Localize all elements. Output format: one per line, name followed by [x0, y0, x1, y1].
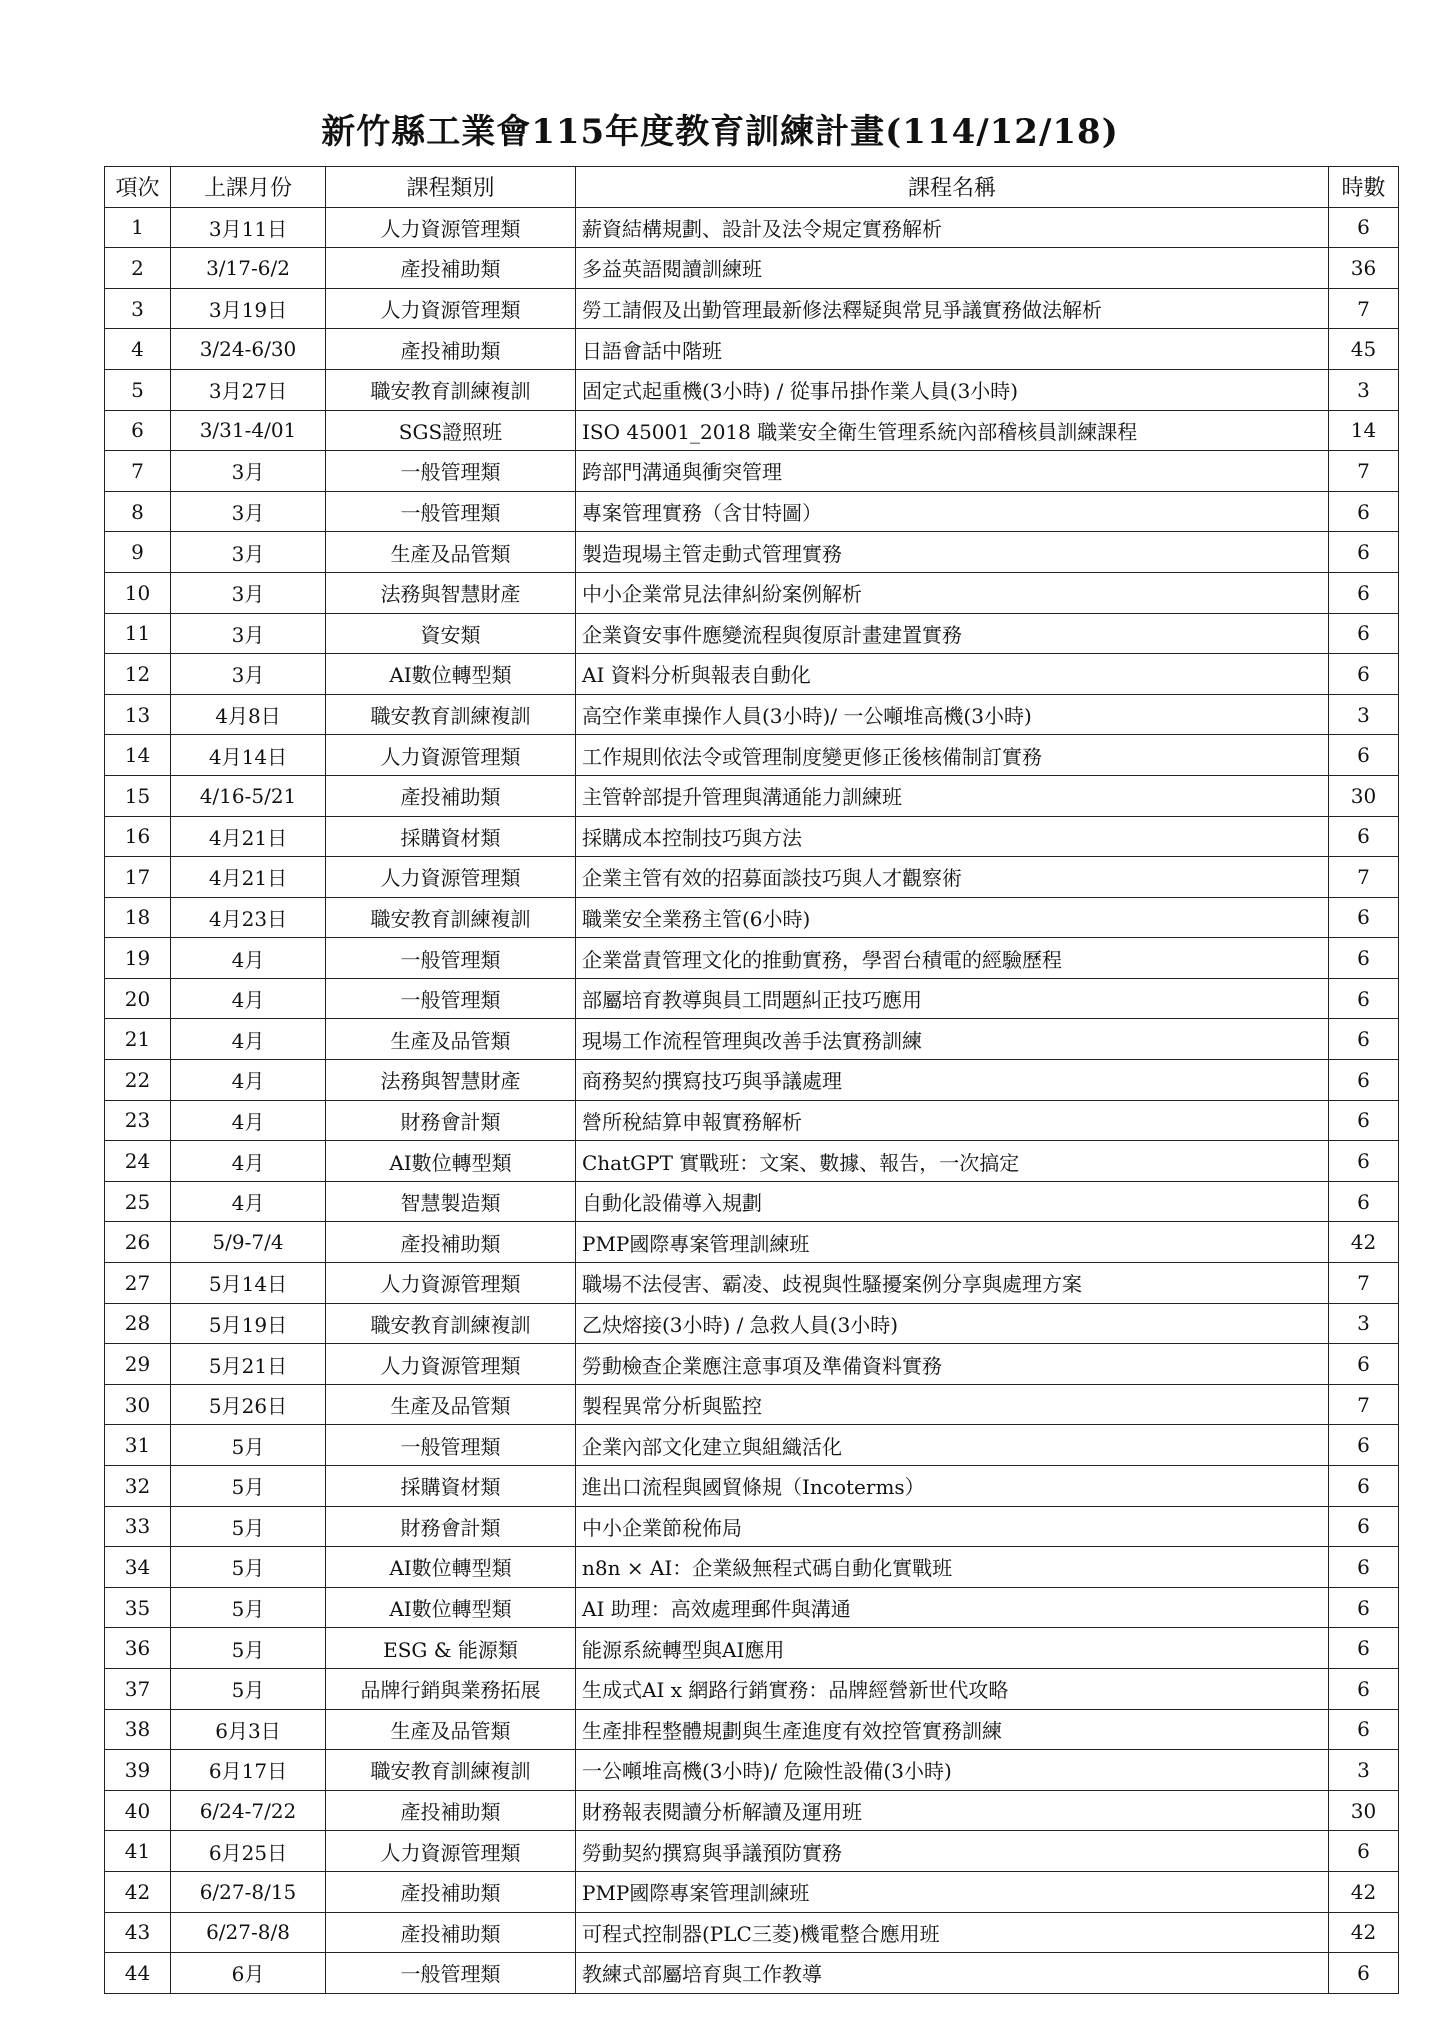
cell-course-name: PMP國際專案管理訓練班: [576, 1871, 1329, 1912]
cell-category: 產投補助類: [326, 1871, 576, 1912]
cell-month: 5月: [171, 1668, 326, 1709]
training-plan-table: [104, 166, 1399, 1994]
cell-course-name: 生成式AI x 網路行銷實務：品牌經營新世代攻略: [576, 1668, 1329, 1709]
cell-hours: 6: [1329, 654, 1399, 695]
cell-hours: 3: [1329, 1303, 1399, 1344]
cell-no: 10: [105, 572, 171, 613]
cell-no: 17: [105, 857, 171, 898]
table-row: [105, 1100, 1399, 1141]
cell-category: 一般管理類: [326, 1425, 576, 1466]
cell-month: 4月8日: [171, 694, 326, 735]
table-row: [105, 207, 1399, 248]
table-row: [105, 1628, 1399, 1669]
cell-no: 28: [105, 1303, 171, 1344]
cell-month: 5月: [171, 1506, 326, 1547]
cell-no: 36: [105, 1628, 171, 1669]
cell-category: 職安教育訓練複訓: [326, 694, 576, 735]
cell-hours: 6: [1329, 1668, 1399, 1709]
cell-hours: 6: [1329, 1100, 1399, 1141]
cell-category: 生產及品管類: [326, 1384, 576, 1425]
cell-no: 44: [105, 1953, 171, 1994]
cell-category: 一般管理類: [326, 978, 576, 1019]
table-row: [105, 1871, 1399, 1912]
cell-hours: 6: [1329, 1181, 1399, 1222]
table-row: [105, 572, 1399, 613]
cell-course-name: 薪資結構規劃、設計及法令規定實務解析: [576, 207, 1329, 248]
cell-month: 4月21日: [171, 816, 326, 857]
table-row: [105, 978, 1399, 1019]
table-row: [105, 1953, 1399, 1994]
cell-course-name: 企業主管有效的招募面談技巧與人才觀察術: [576, 857, 1329, 898]
cell-category: 採購資材類: [326, 1466, 576, 1507]
cell-course-name: 中小企業節稅佈局: [576, 1506, 1329, 1547]
cell-month: 4月: [171, 1181, 326, 1222]
cell-no: 43: [105, 1912, 171, 1953]
table-row: [105, 735, 1399, 776]
table-row: [105, 248, 1399, 289]
cell-no: 37: [105, 1668, 171, 1709]
cell-course-name: AI 助理：高效處理郵件與溝通: [576, 1587, 1329, 1628]
cell-course-name: 可程式控制器(PLC三菱)機電整合應用班: [576, 1912, 1329, 1953]
cell-no: 1: [105, 207, 171, 248]
table-row: [105, 1263, 1399, 1304]
cell-course-name: 職業安全業務主管(6小時): [576, 897, 1329, 938]
table-row: [105, 1466, 1399, 1507]
cell-month: 5月: [171, 1547, 326, 1588]
cell-hours: 6: [1329, 816, 1399, 857]
cell-month: 4/16-5/21: [171, 775, 326, 816]
cell-month: 4月: [171, 1060, 326, 1101]
cell-hours: 6: [1329, 1344, 1399, 1385]
cell-category: 職安教育訓練複訓: [326, 369, 576, 410]
cell-month: 3月: [171, 572, 326, 613]
table-row: [105, 897, 1399, 938]
cell-no: 31: [105, 1425, 171, 1466]
cell-category: AI數位轉型類: [326, 1547, 576, 1588]
cell-category: 一般管理類: [326, 938, 576, 979]
cell-month: 3月19日: [171, 288, 326, 329]
cell-hours: 42: [1329, 1222, 1399, 1263]
cell-category: AI數位轉型類: [326, 654, 576, 695]
cell-hours: 7: [1329, 1263, 1399, 1304]
cell-hours: 42: [1329, 1871, 1399, 1912]
cell-month: 5月: [171, 1587, 326, 1628]
cell-hours: 6: [1329, 1709, 1399, 1750]
cell-no: 40: [105, 1790, 171, 1831]
cell-no: 39: [105, 1750, 171, 1791]
cell-hours: 7: [1329, 451, 1399, 492]
cell-hours: 6: [1329, 491, 1399, 532]
cell-no: 30: [105, 1384, 171, 1425]
cell-category: AI數位轉型類: [326, 1587, 576, 1628]
cell-no: 34: [105, 1547, 171, 1588]
header-course-name: 課程名稱: [576, 167, 1329, 208]
cell-hours: 6: [1329, 1628, 1399, 1669]
cell-hours: 6: [1329, 938, 1399, 979]
cell-category: 職安教育訓練複訓: [326, 897, 576, 938]
cell-category: 一般管理類: [326, 491, 576, 532]
table-row: [105, 694, 1399, 735]
cell-no: 25: [105, 1181, 171, 1222]
cell-category: 產投補助類: [326, 329, 576, 370]
cell-hours: 6: [1329, 532, 1399, 573]
cell-month: 6月3日: [171, 1709, 326, 1750]
cell-no: 8: [105, 491, 171, 532]
cell-no: 14: [105, 735, 171, 776]
cell-category: 一般管理類: [326, 1953, 576, 1994]
cell-hours: 6: [1329, 735, 1399, 776]
cell-category: 法務與智慧財產: [326, 1060, 576, 1101]
table-row: [105, 288, 1399, 329]
cell-hours: 6: [1329, 897, 1399, 938]
cell-category: 生產及品管類: [326, 1019, 576, 1060]
cell-course-name: 自動化設備導入規劃: [576, 1181, 1329, 1222]
cell-category: 人力資源管理類: [326, 857, 576, 898]
cell-category: 產投補助類: [326, 775, 576, 816]
cell-category: 職安教育訓練複訓: [326, 1303, 576, 1344]
cell-month: 3月: [171, 451, 326, 492]
cell-hours: 6: [1329, 1060, 1399, 1101]
cell-course-name: n8n × AI：企業級無程式碼自動化實戰班: [576, 1547, 1329, 1588]
cell-no: 2: [105, 248, 171, 289]
cell-no: 29: [105, 1344, 171, 1385]
cell-course-name: 固定式起重機(3小時) / 從事吊掛作業人員(3小時): [576, 369, 1329, 410]
cell-hours: 30: [1329, 1790, 1399, 1831]
cell-month: 3月: [171, 532, 326, 573]
cell-course-name: 現場工作流程管理與改善手法實務訓練: [576, 1019, 1329, 1060]
table-row: [105, 1019, 1399, 1060]
cell-course-name: 工作規則依法令或管理制度變更修正後核備制訂實務: [576, 735, 1329, 776]
cell-category: 法務與智慧財產: [326, 572, 576, 613]
cell-course-name: 多益英語閱讀訓練班: [576, 248, 1329, 289]
header-hours: 時數: [1329, 167, 1399, 208]
cell-course-name: 主管幹部提升管理與溝通能力訓練班: [576, 775, 1329, 816]
cell-course-name: 乙炔熔接(3小時) / 急救人員(3小時): [576, 1303, 1329, 1344]
cell-course-name: 製程異常分析與監控: [576, 1384, 1329, 1425]
table-row: [105, 1222, 1399, 1263]
cell-no: 11: [105, 613, 171, 654]
cell-course-name: 生產排程整體規劃與生產進度有效控管實務訓練: [576, 1709, 1329, 1750]
cell-month: 3月: [171, 654, 326, 695]
cell-hours: 6: [1329, 1953, 1399, 1994]
cell-hours: 7: [1329, 857, 1399, 898]
cell-course-name: 企業資安事件應變流程與復原計畫建置實務: [576, 613, 1329, 654]
table-row: [105, 1060, 1399, 1101]
cell-category: 人力資源管理類: [326, 288, 576, 329]
cell-category: 生產及品管類: [326, 532, 576, 573]
cell-category: 產投補助類: [326, 248, 576, 289]
cell-hours: 6: [1329, 978, 1399, 1019]
cell-no: 24: [105, 1141, 171, 1182]
table-row: [105, 1181, 1399, 1222]
cell-course-name: 企業內部文化建立與組織活化: [576, 1425, 1329, 1466]
table-row: [105, 1425, 1399, 1466]
cell-hours: 6: [1329, 1587, 1399, 1628]
cell-month: 5/9-7/4: [171, 1222, 326, 1263]
cell-no: 7: [105, 451, 171, 492]
cell-hours: 6: [1329, 1831, 1399, 1872]
cell-hours: 6: [1329, 1466, 1399, 1507]
cell-no: 9: [105, 532, 171, 573]
cell-hours: 6: [1329, 1506, 1399, 1547]
cell-no: 4: [105, 329, 171, 370]
cell-course-name: 營所稅結算申報實務解析: [576, 1100, 1329, 1141]
header-month: 上課月份: [171, 167, 326, 208]
cell-course-name: 財務報表閱讀分析解讀及運用班: [576, 1790, 1329, 1831]
cell-month: 5月26日: [171, 1384, 326, 1425]
cell-category: 財務會計類: [326, 1506, 576, 1547]
cell-category: 生產及品管類: [326, 1709, 576, 1750]
cell-month: 4月21日: [171, 857, 326, 898]
cell-month: 6/27-8/8: [171, 1912, 326, 1953]
cell-month: 3月: [171, 613, 326, 654]
cell-hours: 6: [1329, 1425, 1399, 1466]
cell-no: 32: [105, 1466, 171, 1507]
page-title: 新竹縣工業會115年度教育訓練計畫(114/12/18): [321, 112, 1119, 152]
header-category: 課程類別: [326, 167, 576, 208]
cell-no: 19: [105, 938, 171, 979]
cell-course-name: 專案管理實務（含甘特圖）: [576, 491, 1329, 532]
cell-category: 財務會計類: [326, 1100, 576, 1141]
cell-month: 4月: [171, 938, 326, 979]
cell-month: 4月14日: [171, 735, 326, 776]
cell-category: 人力資源管理類: [326, 207, 576, 248]
cell-hours: 45: [1329, 329, 1399, 370]
table-row: [105, 1709, 1399, 1750]
cell-course-name: 勞動檢查企業應注意事項及準備資料實務: [576, 1344, 1329, 1385]
cell-no: 6: [105, 410, 171, 451]
cell-no: 16: [105, 816, 171, 857]
cell-course-name: 部屬培育教導與員工問題糾正技巧應用: [576, 978, 1329, 1019]
cell-course-name: 勞工請假及出勤管理最新修法釋疑與常見爭議實務做法解析: [576, 288, 1329, 329]
cell-no: 18: [105, 897, 171, 938]
cell-month: 4月: [171, 978, 326, 1019]
cell-no: 41: [105, 1831, 171, 1872]
cell-category: 產投補助類: [326, 1790, 576, 1831]
table-row: [105, 1547, 1399, 1588]
cell-hours: 3: [1329, 369, 1399, 410]
cell-month: 5月: [171, 1466, 326, 1507]
cell-category: 智慧製造類: [326, 1181, 576, 1222]
cell-hours: 6: [1329, 572, 1399, 613]
table-row: [105, 613, 1399, 654]
table-body: [105, 207, 1399, 1993]
cell-month: 6/24-7/22: [171, 1790, 326, 1831]
cell-no: 23: [105, 1100, 171, 1141]
cell-category: 職安教育訓練複訓: [326, 1750, 576, 1791]
cell-month: 6月: [171, 1953, 326, 1994]
cell-course-name: 教練式部屬培育與工作教導: [576, 1953, 1329, 1994]
cell-month: 3月: [171, 491, 326, 532]
table-row: [105, 329, 1399, 370]
cell-no: 35: [105, 1587, 171, 1628]
cell-no: 27: [105, 1263, 171, 1304]
cell-month: 3/24-6/30: [171, 329, 326, 370]
cell-course-name: ChatGPT 實戰班：文案、數據、報告，一次搞定: [576, 1141, 1329, 1182]
cell-category: 產投補助類: [326, 1912, 576, 1953]
cell-course-name: PMP國際專案管理訓練班: [576, 1222, 1329, 1263]
cell-category: 人力資源管理類: [326, 1831, 576, 1872]
cell-hours: 7: [1329, 288, 1399, 329]
table-row: [105, 369, 1399, 410]
cell-no: 38: [105, 1709, 171, 1750]
cell-category: 人力資源管理類: [326, 1344, 576, 1385]
cell-no: 20: [105, 978, 171, 1019]
cell-month: 4月23日: [171, 897, 326, 938]
cell-category: SGS證照班: [326, 410, 576, 451]
table-row: [105, 1141, 1399, 1182]
cell-hours: 7: [1329, 1384, 1399, 1425]
cell-course-name: AI 資料分析與報表自動化: [576, 654, 1329, 695]
table-row: [105, 1912, 1399, 1953]
cell-month: 6/27-8/15: [171, 1871, 326, 1912]
cell-course-name: 能源系統轉型與AI應用: [576, 1628, 1329, 1669]
table-row: [105, 1506, 1399, 1547]
table-row: [105, 857, 1399, 898]
cell-course-name: 一公噸堆高機(3小時)/ 危險性設備(3小時): [576, 1750, 1329, 1791]
cell-category: 人力資源管理類: [326, 735, 576, 776]
cell-course-name: 進出口流程與國貿條規（Incoterms）: [576, 1466, 1329, 1507]
table-row: [105, 491, 1399, 532]
cell-no: 33: [105, 1506, 171, 1547]
cell-hours: 3: [1329, 694, 1399, 735]
cell-no: 21: [105, 1019, 171, 1060]
cell-no: 15: [105, 775, 171, 816]
cell-month: 3/31-4/01: [171, 410, 326, 451]
cell-month: 4月: [171, 1019, 326, 1060]
cell-course-name: 高空作業車操作人員(3小時)/ 一公噸堆高機(3小時): [576, 694, 1329, 735]
cell-course-name: ISO 45001_2018 職業安全衛生管理系統內部稽核員訓練課程: [576, 410, 1329, 451]
cell-hours: 6: [1329, 1141, 1399, 1182]
cell-hours: 6: [1329, 1547, 1399, 1588]
cell-category: 人力資源管理類: [326, 1263, 576, 1304]
cell-no: 5: [105, 369, 171, 410]
table-row: [105, 1750, 1399, 1791]
cell-category: 一般管理類: [326, 451, 576, 492]
cell-month: 5月: [171, 1628, 326, 1669]
table-header-row: [105, 167, 1399, 208]
cell-course-name: 勞動契約撰寫與爭議預防實務: [576, 1831, 1329, 1872]
cell-category: ESG & 能源類: [326, 1628, 576, 1669]
table-row: [105, 1790, 1399, 1831]
table-row: [105, 1344, 1399, 1385]
cell-hours: 3: [1329, 1750, 1399, 1791]
table-row: [105, 451, 1399, 492]
cell-course-name: 職場不法侵害、霸凌、歧視與性騷擾案例分享與處理方案: [576, 1263, 1329, 1304]
cell-month: 6月25日: [171, 1831, 326, 1872]
cell-month: 5月19日: [171, 1303, 326, 1344]
cell-category: 品牌行銷與業務拓展: [326, 1668, 576, 1709]
cell-course-name: 跨部門溝通與衝突管理: [576, 451, 1329, 492]
cell-category: AI數位轉型類: [326, 1141, 576, 1182]
cell-month: 6月17日: [171, 1750, 326, 1791]
cell-hours: 6: [1329, 613, 1399, 654]
cell-no: 42: [105, 1871, 171, 1912]
table-row: [105, 816, 1399, 857]
cell-course-name: 中小企業常見法律糾紛案例解析: [576, 572, 1329, 613]
cell-hours: 6: [1329, 207, 1399, 248]
table-row: [105, 1303, 1399, 1344]
cell-no: 3: [105, 288, 171, 329]
cell-hours: 42: [1329, 1912, 1399, 1953]
cell-course-name: 商務契約撰寫技巧與爭議處理: [576, 1060, 1329, 1101]
table-row: [105, 938, 1399, 979]
cell-month: 5月21日: [171, 1344, 326, 1385]
cell-category: 產投補助類: [326, 1222, 576, 1263]
cell-no: 22: [105, 1060, 171, 1101]
cell-category: 資安類: [326, 613, 576, 654]
cell-no: 12: [105, 654, 171, 695]
cell-hours: 36: [1329, 248, 1399, 289]
cell-hours: 14: [1329, 410, 1399, 451]
table-row: [105, 1668, 1399, 1709]
cell-month: 3/17-6/2: [171, 248, 326, 289]
cell-month: 4月: [171, 1141, 326, 1182]
cell-no: 26: [105, 1222, 171, 1263]
cell-course-name: 企業當責管理文化的推動實務，學習台積電的經驗歷程: [576, 938, 1329, 979]
cell-no: 13: [105, 694, 171, 735]
table-row: [105, 654, 1399, 695]
header-no: 項次: [105, 167, 171, 208]
cell-month: 5月14日: [171, 1263, 326, 1304]
cell-month: 5月: [171, 1425, 326, 1466]
table-row: [105, 775, 1399, 816]
cell-hours: 30: [1329, 775, 1399, 816]
cell-course-name: 製造現場主管走動式管理實務: [576, 532, 1329, 573]
table-row: [105, 1384, 1399, 1425]
cell-category: 採購資材類: [326, 816, 576, 857]
cell-month: 3月11日: [171, 207, 326, 248]
table-row: [105, 1587, 1399, 1628]
table-row: [105, 1831, 1399, 1872]
cell-month: 4月: [171, 1100, 326, 1141]
cell-month: 3月27日: [171, 369, 326, 410]
cell-course-name: 採購成本控制技巧與方法: [576, 816, 1329, 857]
cell-course-name: 日語會話中階班: [576, 329, 1329, 370]
cell-hours: 6: [1329, 1019, 1399, 1060]
table-row: [105, 410, 1399, 451]
table-row: [105, 532, 1399, 573]
